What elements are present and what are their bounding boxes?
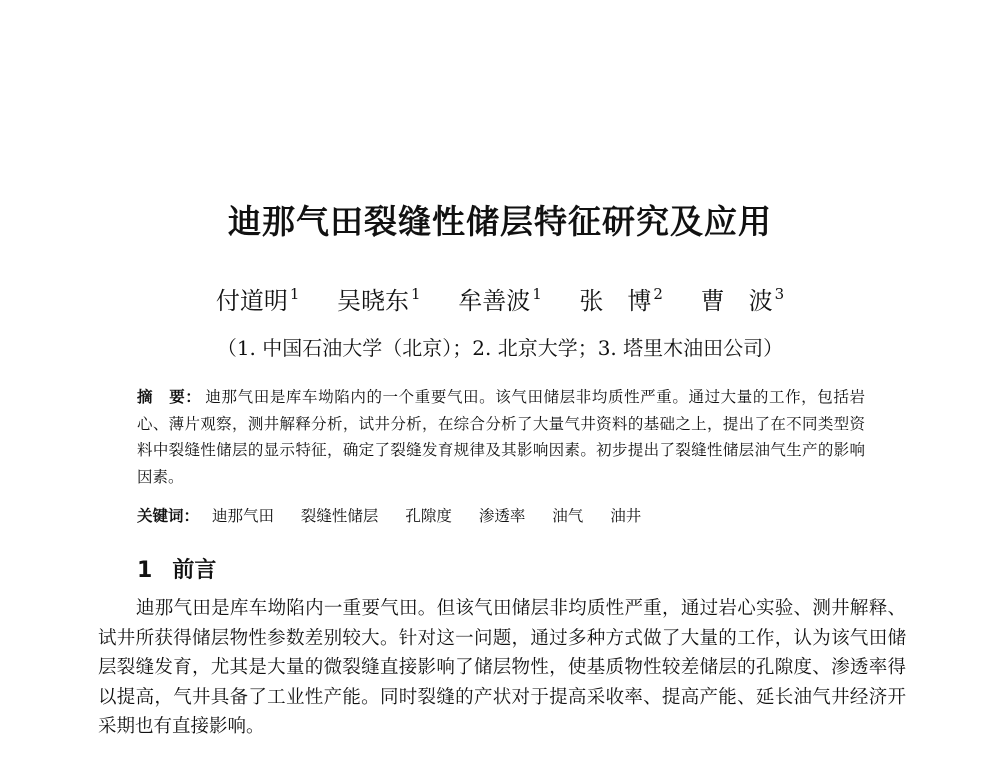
keyword: 渗透率 <box>478 507 526 525</box>
abstract-label: 摘 要： <box>137 388 202 406</box>
abstract <box>137 384 865 490</box>
author-name: 张 博 <box>579 287 652 315</box>
keyword: 裂缝性储层 <box>300 507 379 525</box>
author-affiliation-mark: 3 <box>774 285 785 303</box>
keywords-label: 关键词： <box>137 507 200 525</box>
author-affiliation-mark: 1 <box>411 285 421 303</box>
affiliations: （1. 中国石油大学（北京）；2. 北京大学；3. 塔里木油田公司） <box>216 336 784 360</box>
author <box>701 281 785 316</box>
author-name: 牟善波 <box>458 287 531 315</box>
body-text <box>98 594 906 742</box>
abstract-text: 迪那气田是库车坳陷内的一个重要气田。该气田储层非均质性严重。通过大量的工作，包括岩心、薄片观察，测井解释分析，试井分析，在综合分析了大量气井资料的基础之上，提出了在不同类型资料中裂缝性储层的显示特征，确定了裂缝发育规律及其影响因素。初步提出了裂缝性储层油气生产的影响因素。 <box>137 388 865 486</box>
author <box>337 281 421 316</box>
author-list <box>0 281 1000 316</box>
author-affiliation-mark: 1 <box>532 285 542 303</box>
author-affiliation-mark: 1 <box>289 285 300 303</box>
author <box>579 281 663 316</box>
author-name: 曹 波 <box>700 287 773 315</box>
author-name: 付道明 <box>215 287 288 315</box>
author <box>458 281 542 316</box>
keyword: 油井 <box>610 507 642 525</box>
keyword: 迪那气田 <box>211 507 274 525</box>
section-title: 前言 <box>172 558 217 583</box>
keyword: 油气 <box>552 507 584 525</box>
keyword: 孔隙度 <box>405 507 452 525</box>
author-name: 吴晓东 <box>337 287 410 315</box>
author-affiliation-mark: 2 <box>653 285 663 303</box>
paper-title: 迪那气田裂缝性储层特征研究及应用 <box>228 202 772 241</box>
author <box>216 281 300 316</box>
section-heading <box>137 553 216 584</box>
section-number: 1 <box>137 558 153 583</box>
keywords <box>137 503 865 529</box>
body-paragraph: 迪那气田是库车坳陷内一重要气田。但该气田储层非均质性严重，通过岩心实验、测井解释、试井所获得储层物性参数差别较大。针对这一问题，通过多种方式做了大量的工作，认为该气田储层裂缝发育，尤其是大量的微裂缝直接影响了储层物性，使基质物性较差储层的孔隙度、渗透率得以提高，气井具备了工业性产能。同时裂缝的产状对于提高采收率、提高产能、延长油气井经济开采期也有直接影响。 <box>98 598 906 737</box>
